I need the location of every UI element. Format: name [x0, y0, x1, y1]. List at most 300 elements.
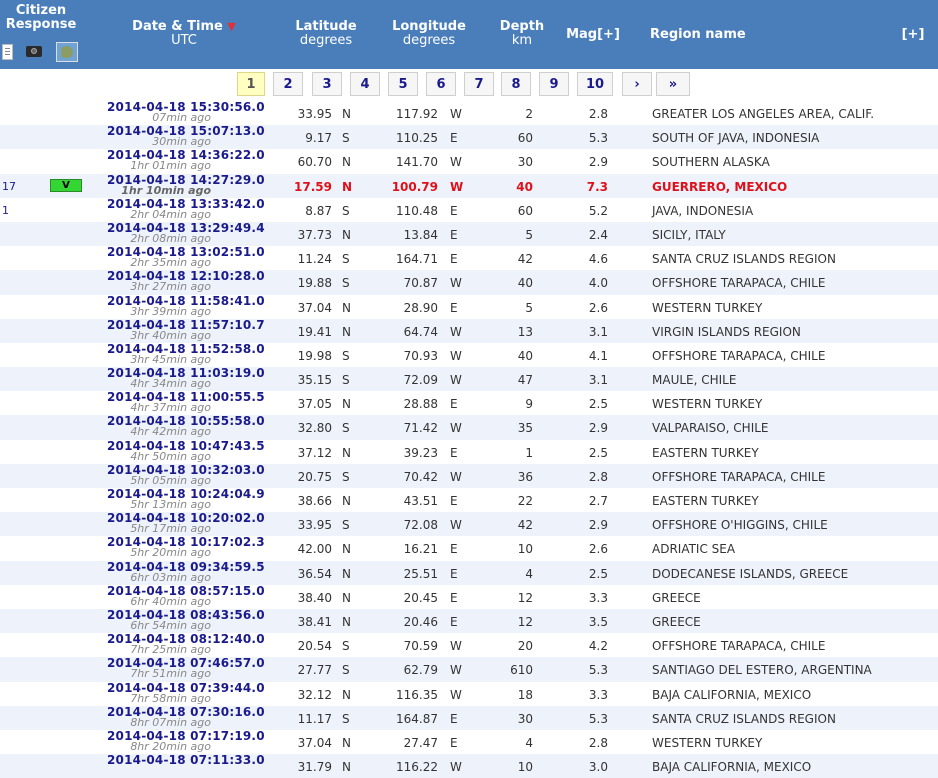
time-ago: 3hr 40min ago	[130, 328, 211, 342]
latitude-hemisphere: S	[342, 131, 350, 146]
longitude-value: 72.08	[403, 518, 438, 533]
longitude-hemisphere: W	[450, 276, 462, 291]
latitude-hemisphere: S	[342, 469, 350, 484]
longitude-value: 70.87	[403, 276, 438, 291]
time-ago: 3hr 27min ago	[130, 280, 211, 294]
latitude-value: 9.17	[305, 131, 332, 146]
longitude-value: 28.90	[403, 300, 438, 315]
latitude-hemisphere: N	[342, 760, 351, 775]
latitude-hemisphere: S	[342, 252, 350, 267]
region-name: OFFSHORE TARAPACA, CHILE	[652, 348, 826, 363]
magnitude-value: 3.1	[588, 324, 608, 339]
latitude-hemisphere: S	[342, 639, 350, 654]
earthquake-table	[0, 101, 938, 778]
event-datetime-link[interactable]: 2014-04-18 14:27:29.0	[107, 172, 265, 187]
region-name: EASTERN TURKEY	[652, 494, 759, 508]
magnitude-value: 5.2	[588, 203, 608, 218]
event-datetime-link[interactable]: 2014-04-18 08:12:40.0	[107, 632, 265, 647]
longitude-value: 43.51	[403, 494, 438, 508]
longitude-value: 70.93	[403, 348, 438, 363]
region-name: GUERRERO, MEXICO	[652, 179, 788, 194]
page-1-button[interactable]: 1	[237, 72, 265, 96]
latitude-value: 36.54	[297, 566, 332, 581]
depth-value: 22	[517, 494, 533, 508]
latitude-hemisphere: N	[342, 542, 351, 557]
table-row[interactable]	[0, 125, 938, 149]
magnitude-value: 3.0	[588, 760, 608, 775]
magnitude-value: 2.6	[588, 542, 608, 557]
region-name: SANTIAGO DEL ESTERO, ARGENTINA	[652, 663, 872, 678]
depth-value: 20	[517, 639, 533, 654]
longitude-hemisphere: W	[450, 469, 462, 484]
longitude-hemisphere: E	[450, 300, 458, 315]
table-row[interactable]	[0, 657, 938, 681]
latitude-value: 60.70	[297, 155, 332, 170]
page-10-button[interactable]: 10	[577, 72, 613, 96]
event-datetime-link[interactable]: 2014-04-18 12:10:28.0	[107, 269, 265, 284]
time-ago: 6hr 54min ago	[130, 618, 211, 632]
depth-value: 47	[517, 373, 533, 388]
table-row[interactable]	[0, 270, 938, 294]
magnitude-value: 3.3	[588, 687, 608, 702]
time-ago: 2hr 35min ago	[130, 256, 211, 270]
sort-desc-icon: ▼	[227, 20, 236, 33]
latitude-value: 11.24	[297, 252, 332, 267]
region-name: WESTERN TURKEY	[652, 300, 763, 315]
longitude-hemisphere: W	[450, 107, 462, 121]
depth-label: Depth	[499, 19, 545, 34]
event-datetime-link[interactable]: 2014-04-18 15:07:13.0	[107, 124, 265, 139]
latitude-hemisphere: N	[342, 445, 351, 460]
latitude-value: 33.95	[297, 518, 332, 533]
table-row[interactable]	[0, 222, 938, 246]
event-datetime-link[interactable]: 2014-04-18 11:52:58.0	[107, 341, 265, 356]
longitude-hemisphere: E	[450, 614, 458, 629]
longitude-value: 110.25	[396, 131, 438, 146]
depth-value: 12	[517, 614, 533, 629]
region-name: BAJA CALIFORNIA, MEXICO	[652, 687, 812, 702]
depth-value: 40	[517, 348, 533, 363]
table-row[interactable]	[0, 561, 938, 585]
depth-value: 610	[510, 663, 533, 678]
magnitude-value: 5.3	[588, 663, 608, 678]
longitude-header[interactable]	[388, 20, 470, 48]
latitude-hemisphere: N	[342, 687, 351, 702]
table-row[interactable]	[0, 246, 938, 270]
time-ago: 2hr 04min ago	[130, 207, 211, 221]
region-name: GREATER LOS ANGELES AREA, CALIF.	[652, 107, 875, 121]
latitude-value: 19.41	[297, 324, 332, 339]
region-name: SOUTHERN ALASKA	[652, 155, 770, 170]
next-page-button[interactable]: ›	[622, 72, 652, 96]
table-row[interactable]	[0, 488, 938, 512]
table-row[interactable]	[0, 295, 938, 319]
event-datetime-link[interactable]: 2014-04-18 11:03:19.0	[107, 366, 265, 381]
document-icon[interactable]	[2, 44, 13, 60]
time-ago: 5hr 13min ago	[130, 498, 211, 511]
region-name: OFFSHORE TARAPACA, CHILE	[652, 639, 826, 654]
latitude-hemisphere: N	[342, 300, 351, 315]
latitude-hemisphere: S	[342, 663, 350, 678]
region-name: VIRGIN ISLANDS REGION	[652, 324, 801, 339]
event-datetime-link[interactable]: 2014-04-18 07:39:44.0	[107, 680, 265, 695]
magnitude-value: 2.9	[588, 421, 608, 436]
time-ago: 5hr 05min ago	[130, 473, 211, 487]
page-2-button[interactable]: 2	[273, 72, 303, 96]
table-row[interactable]	[0, 440, 938, 464]
latitude-unit: degrees	[299, 33, 353, 48]
time-ago: 3hr 45min ago	[130, 352, 211, 366]
table-row[interactable]	[0, 682, 938, 706]
event-datetime-link[interactable]: 2014-04-18 13:29:49.4	[107, 220, 265, 235]
latitude-value: 32.12	[297, 687, 332, 702]
magnitude-value: 4.1	[588, 348, 608, 363]
time-ago: 1hr 01min ago	[130, 159, 211, 173]
longitude-hemisphere: E	[450, 590, 458, 605]
citizen-response-title-line2: Response	[5, 17, 77, 32]
magnitude-value: 3.1	[588, 373, 608, 388]
latitude-value: 35.15	[297, 373, 332, 388]
depth-value: 42	[517, 252, 533, 267]
magnitude-value: 2.4	[588, 227, 608, 242]
latitude-value: 38.41	[297, 614, 332, 629]
region-name: WESTERN TURKEY	[652, 735, 763, 750]
longitude-hemisphere: E	[450, 397, 458, 412]
region-name: OFFSHORE TARAPACA, CHILE	[652, 276, 826, 291]
table-row[interactable]	[0, 391, 938, 415]
latitude-value: 20.75	[297, 469, 332, 484]
latitude-value: 8.87	[305, 203, 332, 218]
event-datetime-link[interactable]: 2014-04-18 10:55:58.0	[107, 414, 265, 429]
table-row[interactable]	[0, 149, 938, 173]
time-ago: 4hr 42min ago	[130, 425, 211, 439]
latitude-hemisphere: N	[342, 179, 353, 194]
time-ago: 5hr 17min ago	[130, 522, 211, 536]
table-row[interactable]	[0, 536, 938, 560]
event-datetime-link[interactable]: 2014-04-18 15:30:56.0	[107, 100, 265, 114]
region-name: WESTERN TURKEY	[652, 397, 763, 412]
latitude-hemisphere: S	[342, 276, 350, 291]
latitude-label: Latitude	[295, 19, 357, 34]
event-datetime-link[interactable]: 2014-04-18 14:36:22.0	[107, 148, 265, 163]
time-ago: 5hr 20min ago	[130, 546, 211, 560]
page-7-button[interactable]: 7	[464, 72, 494, 96]
time-ago: 4hr 34min ago	[130, 377, 211, 391]
latitude-hemisphere: S	[342, 711, 350, 726]
latitude-hemisphere: N	[342, 735, 351, 750]
citizen-response-count[interactable]: 1	[2, 203, 9, 217]
region-header[interactable]: Region name	[650, 27, 746, 42]
latitude-hemisphere: S	[342, 373, 350, 388]
table-row[interactable]	[0, 633, 938, 657]
longitude-hemisphere: E	[450, 542, 458, 557]
depth-value: 13	[517, 324, 533, 339]
event-datetime-link[interactable]: 2014-04-18 08:57:15.0	[107, 583, 265, 598]
region-name: GREECE	[652, 614, 701, 629]
magnitude-value: 7.3	[586, 179, 608, 194]
longitude-value: 71.42	[403, 421, 438, 436]
depth-value: 35	[517, 421, 533, 436]
table-row[interactable]	[0, 512, 938, 536]
region-name: EASTERN TURKEY	[652, 445, 759, 460]
longitude-hemisphere: W	[450, 155, 462, 170]
table-row[interactable]	[0, 706, 938, 730]
event-datetime-link[interactable]: 2014-04-18 10:24:04.9	[107, 487, 265, 501]
magnitude-value: 4.0	[588, 276, 608, 291]
latitude-value: 17.59	[294, 179, 332, 194]
longitude-value: 164.71	[396, 252, 438, 267]
longitude-value: 39.23	[403, 445, 438, 460]
pagination	[0, 72, 938, 98]
latitude-value: 38.40	[297, 590, 332, 605]
table-header	[0, 0, 938, 69]
time-ago: 3hr 39min ago	[130, 304, 211, 318]
latitude-hemisphere: S	[342, 518, 350, 533]
date-time-label: Date & Time	[132, 19, 223, 34]
date-time-header[interactable]	[108, 20, 260, 48]
longitude-value: 25.51	[403, 566, 438, 581]
magnitude-value: 2.5	[588, 445, 608, 460]
page-5-button[interactable]: 5	[388, 72, 418, 96]
latitude-hemisphere: N	[342, 566, 351, 581]
depth-value: 60	[517, 131, 533, 146]
magnitude-value: 2.9	[588, 155, 608, 170]
time-ago: 7hr 58min ago	[130, 691, 211, 705]
depth-value: 60	[517, 203, 533, 218]
table-row[interactable]	[0, 319, 938, 343]
region-name: JAVA, INDONESIA	[652, 203, 754, 218]
region-name: SOUTH OF JAVA, INDONESIA	[652, 131, 820, 146]
page-4-button[interactable]: 4	[350, 72, 380, 96]
latitude-hemisphere: N	[342, 324, 351, 339]
region-name: SICILY, ITALY	[652, 227, 726, 242]
citizen-response-title-line1: Citizen	[15, 3, 67, 18]
longitude-hemisphere: E	[450, 131, 458, 146]
event-datetime-link[interactable]: 2014-04-18 07:46:57.0	[107, 656, 265, 671]
longitude-value: 116.35	[396, 687, 438, 702]
longitude-hemisphere: W	[450, 324, 462, 339]
table-row[interactable]	[0, 101, 938, 125]
time-ago: 1hr 10min ago	[121, 183, 211, 197]
table-row[interactable]	[0, 754, 938, 778]
region-name: SANTA CRUZ ISLANDS REGION	[652, 252, 836, 267]
magnitude-value: 2.9	[588, 518, 608, 533]
event-datetime-link[interactable]: 2014-04-18 13:33:42.0	[107, 196, 265, 211]
magnitude-value: 2.7	[588, 494, 608, 508]
longitude-value: 117.92	[396, 107, 438, 121]
time-ago: 7hr 25min ago	[130, 643, 211, 657]
event-datetime-link[interactable]: 2014-04-18 13:02:51.0	[107, 245, 265, 260]
longitude-hemisphere: W	[450, 663, 462, 678]
camera-icon[interactable]	[26, 46, 42, 57]
longitude-value: 100.79	[391, 179, 438, 194]
table-row[interactable]	[0, 415, 938, 439]
table-row[interactable]	[0, 609, 938, 633]
latitude-value: 31.79	[297, 760, 332, 775]
event-datetime-link[interactable]: 2014-04-18 07:17:19.0	[107, 728, 265, 743]
longitude-value: 164.87	[396, 711, 438, 726]
table-row[interactable]	[0, 730, 938, 754]
depth-value: 5	[525, 227, 533, 242]
event-datetime-link[interactable]: 2014-04-18 07:11:33.0	[107, 753, 265, 768]
latitude-value: 11.17	[297, 711, 332, 726]
event-datetime-link[interactable]: 2014-04-18 11:58:41.0	[107, 293, 265, 308]
intensity-badge[interactable]: V	[50, 179, 82, 192]
event-datetime-link[interactable]: 2014-04-18 10:20:02.0	[107, 511, 265, 526]
table-row[interactable]	[0, 174, 938, 198]
depth-value: 2	[525, 107, 533, 121]
depth-value: 4	[525, 566, 533, 581]
time-ago: 7hr 51min ago	[130, 667, 211, 681]
time-ago: 6hr 03min ago	[130, 570, 211, 584]
magnitude-value: 2.5	[588, 566, 608, 581]
depth-value: 9	[525, 397, 533, 412]
latitude-value: 37.73	[297, 227, 332, 242]
region-name: GREECE	[652, 590, 701, 605]
region-name: OFFSHORE O'HIGGINS, CHILE	[652, 518, 828, 533]
magnitude-value: 2.8	[588, 735, 608, 750]
region-name: VALPARAISO, CHILE	[652, 421, 769, 436]
latitude-hemisphere: N	[342, 227, 351, 242]
longitude-hemisphere: W	[450, 421, 462, 436]
longitude-value: 13.84	[403, 227, 438, 242]
latitude-hemisphere: N	[342, 107, 351, 121]
magnitude-value: 5.3	[588, 131, 608, 146]
citizen-response-icons	[0, 42, 82, 64]
latitude-hemisphere: N	[342, 614, 351, 629]
longitude-value: 64.74	[403, 324, 438, 339]
magnitude-value: 2.8	[588, 469, 608, 484]
latitude-value: 37.05	[297, 397, 332, 412]
map-icon[interactable]	[56, 42, 78, 62]
longitude-hemisphere: W	[450, 760, 462, 775]
table-row[interactable]	[0, 198, 938, 222]
table-row[interactable]	[0, 343, 938, 367]
date-time-unit: UTC	[171, 33, 197, 48]
latitude-hemisphere: N	[342, 494, 351, 508]
depth-value: 42	[517, 518, 533, 533]
latitude-header[interactable]	[286, 20, 366, 48]
event-datetime-link[interactable]: 2014-04-18 10:32:03.0	[107, 462, 265, 477]
longitude-hemisphere: E	[450, 227, 458, 242]
depth-value: 4	[525, 735, 533, 750]
region-name: MAULE, CHILE	[652, 373, 737, 388]
depth-value: 10	[517, 760, 533, 775]
latitude-hemisphere: N	[342, 590, 351, 605]
depth-value: 30	[517, 711, 533, 726]
depth-value: 36	[517, 469, 533, 484]
magnitude-value: 5.3	[588, 711, 608, 726]
latitude-value: 42.00	[297, 542, 332, 557]
longitude-value: 70.59	[403, 639, 438, 654]
longitude-value: 141.70	[396, 155, 438, 170]
depth-header[interactable]	[492, 20, 552, 48]
depth-unit: km	[511, 33, 533, 48]
longitude-value: 110.48	[396, 203, 438, 218]
longitude-value: 16.21	[403, 542, 438, 557]
longitude-label: Longitude	[392, 19, 466, 34]
event-datetime-link[interactable]: 2014-04-18 10:17:02.3	[107, 535, 265, 550]
event-datetime-link[interactable]: 2014-04-18 11:57:10.7	[107, 317, 265, 332]
time-ago: 30min ago	[152, 135, 211, 149]
latitude-value: 37.12	[297, 445, 332, 460]
event-datetime-link[interactable]: 2014-04-18 08:43:56.0	[107, 607, 265, 622]
region-name: SANTA CRUZ ISLANDS REGION	[652, 711, 836, 726]
longitude-value: 20.45	[403, 590, 438, 605]
longitude-hemisphere: E	[450, 735, 458, 750]
time-ago: 07min ago	[152, 111, 211, 124]
event-datetime-link[interactable]: 2014-04-18 10:47:43.5	[107, 438, 265, 453]
longitude-value: 62.79	[403, 663, 438, 678]
longitude-hemisphere: W	[450, 687, 462, 702]
longitude-hemisphere: W	[450, 639, 462, 654]
event-datetime-link[interactable]: 2014-04-18 11:00:55.5	[107, 390, 265, 405]
longitude-value: 28.88	[403, 397, 438, 412]
magnitude-value: 3.5	[588, 614, 608, 629]
depth-value: 40	[517, 276, 533, 291]
latitude-hemisphere: N	[342, 155, 351, 170]
event-datetime-link[interactable]: 2014-04-18 07:30:16.0	[107, 704, 265, 719]
depth-value: 12	[517, 590, 533, 605]
page-6-button[interactable]: 6	[426, 72, 456, 96]
page-3-button[interactable]: 3	[312, 72, 342, 96]
time-ago: 8hr 07min ago	[130, 715, 211, 729]
time-ago: 4hr 37min ago	[130, 401, 211, 415]
latitude-value: 37.04	[297, 300, 332, 315]
longitude-hemisphere: E	[450, 494, 458, 508]
latitude-value: 37.04	[297, 735, 332, 750]
longitude-hemisphere: W	[450, 373, 462, 388]
citizen-response-count[interactable]: 17	[2, 179, 16, 193]
magnitude-value: 4.6	[588, 252, 608, 267]
longitude-hemisphere: E	[450, 203, 458, 218]
depth-value: 30	[517, 155, 533, 170]
table-row[interactable]	[0, 464, 938, 488]
table-row[interactable]	[0, 585, 938, 609]
depth-value: 18	[517, 687, 533, 702]
longitude-hemisphere: E	[450, 566, 458, 581]
time-ago: 8hr 20min ago	[130, 739, 211, 753]
magnitude-header[interactable]: Mag[+]	[566, 27, 620, 42]
depth-value: 5	[525, 300, 533, 315]
longitude-value: 72.09	[403, 373, 438, 388]
region-name: OFFSHORE TARAPACA, CHILE	[652, 469, 826, 484]
latitude-value: 33.95	[297, 107, 332, 121]
latitude-value: 19.98	[297, 348, 332, 363]
longitude-hemisphere: E	[450, 445, 458, 460]
latitude-hemisphere: S	[342, 421, 350, 436]
latitude-value: 32.80	[297, 421, 332, 436]
region-name: ADRIATIC SEA	[652, 542, 736, 557]
depth-value: 10	[517, 542, 533, 557]
page-9-button[interactable]: 9	[539, 72, 569, 96]
longitude-value: 70.42	[403, 469, 438, 484]
time-ago: 4hr 50min ago	[130, 449, 211, 463]
page-8-button[interactable]: 8	[501, 72, 531, 96]
latitude-value: 38.66	[297, 494, 332, 508]
citizen-response-header	[0, 4, 82, 32]
magnitude-value: 2.5	[588, 397, 608, 412]
event-datetime-link[interactable]: 2014-04-18 09:34:59.5	[107, 559, 265, 574]
magnitude-value: 2.6	[588, 300, 608, 315]
magnitude-value: 4.2	[588, 639, 608, 654]
latitude-hemisphere: S	[342, 203, 350, 218]
depth-value: 40	[516, 179, 533, 194]
longitude-hemisphere: W	[450, 348, 462, 363]
expand-columns-button[interactable]: [+]	[901, 27, 925, 42]
table-row[interactable]	[0, 367, 938, 391]
last-page-button[interactable]: »	[656, 72, 690, 96]
